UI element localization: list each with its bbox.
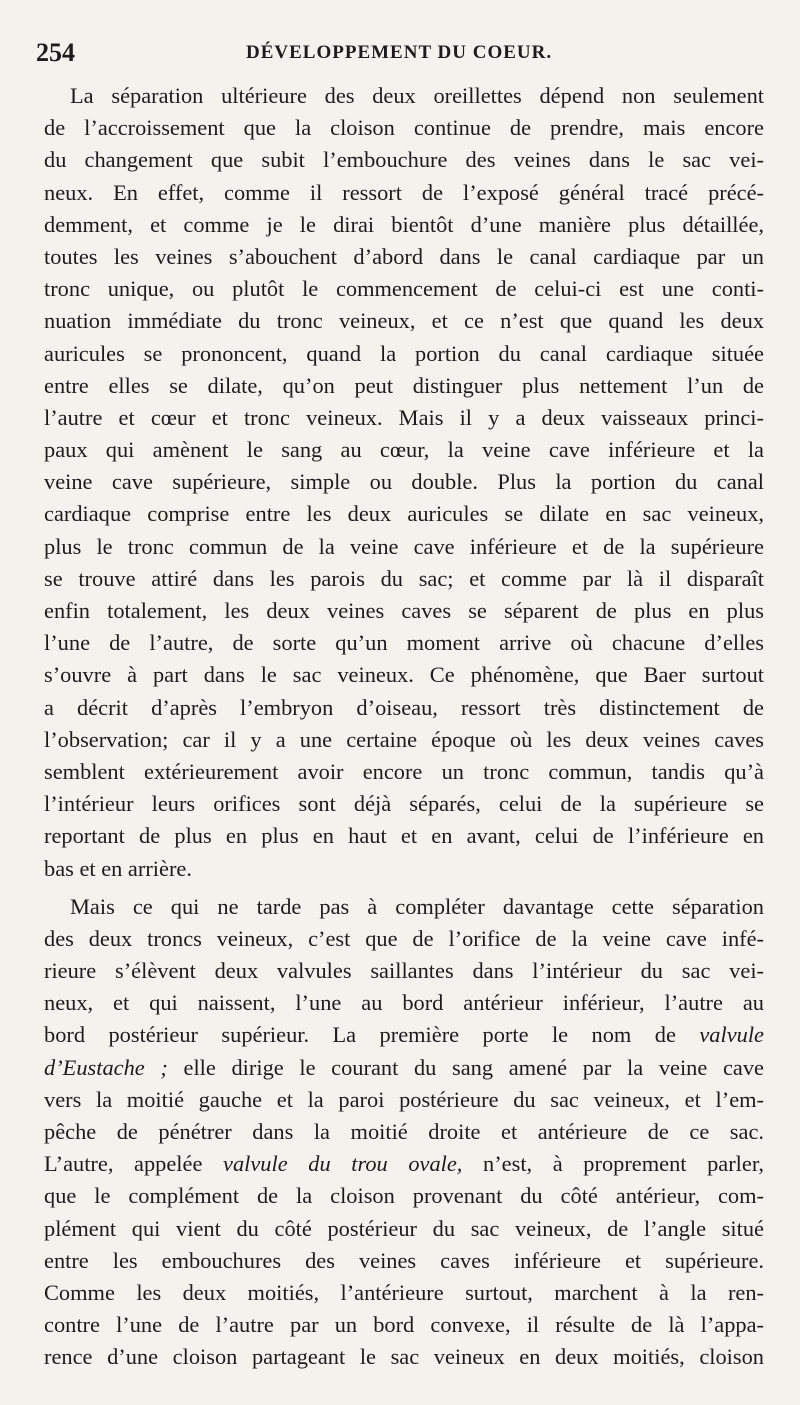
text-line: tronc unique, ou plutôt le commencement de celui-ci est une conti- (44, 276, 764, 302)
text-line: Mais ce qui ne tarde pas à compléter davantage cette séparation (70, 893, 764, 919)
italic-term: d’Eustache ; (44, 1054, 168, 1080)
text-line: reportant de plus en plus en haut et en avant, celui de l’inférieure en (44, 823, 764, 849)
text-line: se trouve attiré dans les parois du sac; et comme par là il disparaît (44, 565, 764, 591)
text-line: bord postérieur supérieur. La première porte le nom de valvule (44, 1022, 764, 1048)
text-line: rence d’une cloison partageant le sac veineux en deux moitiés, cloison (44, 1344, 764, 1370)
text-line: pêche de pénétrer dans la moitié droite et antérieure de ce sac. (44, 1119, 764, 1144)
text-line: vers la moitié gauche et la paroi postérieure du sac veineux, et l’em- (44, 1086, 764, 1112)
text-line: La séparation ultérieure des deux oreillettes dépend non seulement (70, 83, 764, 108)
page-body (44, 80, 764, 1374)
text-line: cardiaque comprise entre les deux auricules se dilate en sac veineux, (44, 501, 764, 527)
text-line: s’ouvre à part dans le sac veineux. Ce phénomène, que Baer surtout (44, 662, 764, 688)
text-line: rieure s’élèvent deux valvules saillantes dans l’intérieur du sac vei- (44, 958, 764, 984)
text-line: l’une de l’autre, de sorte qu’un moment arrive où chacune d’elles (44, 630, 764, 656)
italic-term: valvule du trou ovale, (223, 1151, 463, 1177)
text-line: veine cave supérieure, simple ou double. Plus la portion du canal (44, 469, 764, 495)
running-title: DÉVELOPPEMENT DU COEUR. (246, 42, 553, 63)
paragraph-2 (44, 891, 764, 1374)
text-line: bas et en arrière. (44, 855, 192, 881)
page-header (36, 38, 766, 70)
text-line: du changement que subit l’embouchure des veines dans le sac vei- (44, 147, 764, 173)
paragraph-1 (44, 80, 764, 885)
text-line: a décrit d’après l’embryon d’oiseau, ressort très distinctement de (44, 694, 764, 720)
text-line: d’Eustache ; elle dirige le courant du sang amené par la veine cave (44, 1054, 764, 1080)
text-line: l’observation; car il y a une certaine époque où les deux veines caves (44, 726, 764, 752)
text-line: contre l’une de l’autre par un bord convexe, il résulte de là l’appa- (44, 1312, 764, 1338)
text-line: neux. En effet, comme il ressort de l’exposé général tracé précé- (44, 179, 764, 205)
text-line: Comme les deux moitiés, l’antérieure surtout, marchent à la ren- (44, 1279, 764, 1305)
text-line: L’autre, appelée valvule du trou ovale, n’est, à proprement parler, (44, 1151, 764, 1177)
text-line: paux qui amènent le sang au cœur, la veine cave inférieure et la (44, 437, 764, 463)
italic-term: valvule (699, 1022, 764, 1048)
text-line: toutes les veines s’abouchent d’abord dans le canal cardiaque par un (44, 243, 764, 269)
text-line: nuation immédiate du tronc veineux, et ce n’est que quand les deux (44, 308, 764, 334)
text-line: plément qui vient du côté postérieur du sac veineux, de l’angle situé (44, 1215, 764, 1241)
text-line: de l’accroissement que la cloison continue de prendre, mais encore (44, 115, 764, 141)
text-line: l’intérieur leurs orifices sont déjà séparés, celui de la supérieure se (44, 791, 764, 817)
text-line: neux, et qui naissent, l’une au bord antérieur inférieur, l’autre au (44, 990, 764, 1016)
text-line: plus le tronc commun de la veine cave inférieure et de la supérieure (44, 533, 764, 559)
text-line: auricules se prononcent, quand la portion du canal cardiaque située (44, 340, 764, 366)
text-line: des deux troncs veineux, c’est que de l’orifice de la veine cave infé- (44, 925, 764, 951)
text-line: entre elles se dilate, qu’on peut distinguer plus nettement l’un de (44, 372, 764, 398)
text-line: entre les embouchures des veines caves inférieure et supérieure. (44, 1247, 764, 1273)
text-line: semblent extérieurement avoir encore un tronc commun, tandis qu’à (44, 758, 764, 784)
text-line: demment, et comme je le dirai bientôt d’une manière plus détaillée, (44, 211, 764, 237)
text-line: enfin totalement, les deux veines caves se séparent de plus en plus (44, 598, 764, 623)
page-number: 254 (36, 38, 75, 67)
text-line: que le complément de la cloison provenant du côté antérieur, com- (44, 1183, 764, 1209)
text-line: l’autre et cœur et tronc veineux. Mais il y a deux vaisseaux princi- (44, 404, 764, 430)
